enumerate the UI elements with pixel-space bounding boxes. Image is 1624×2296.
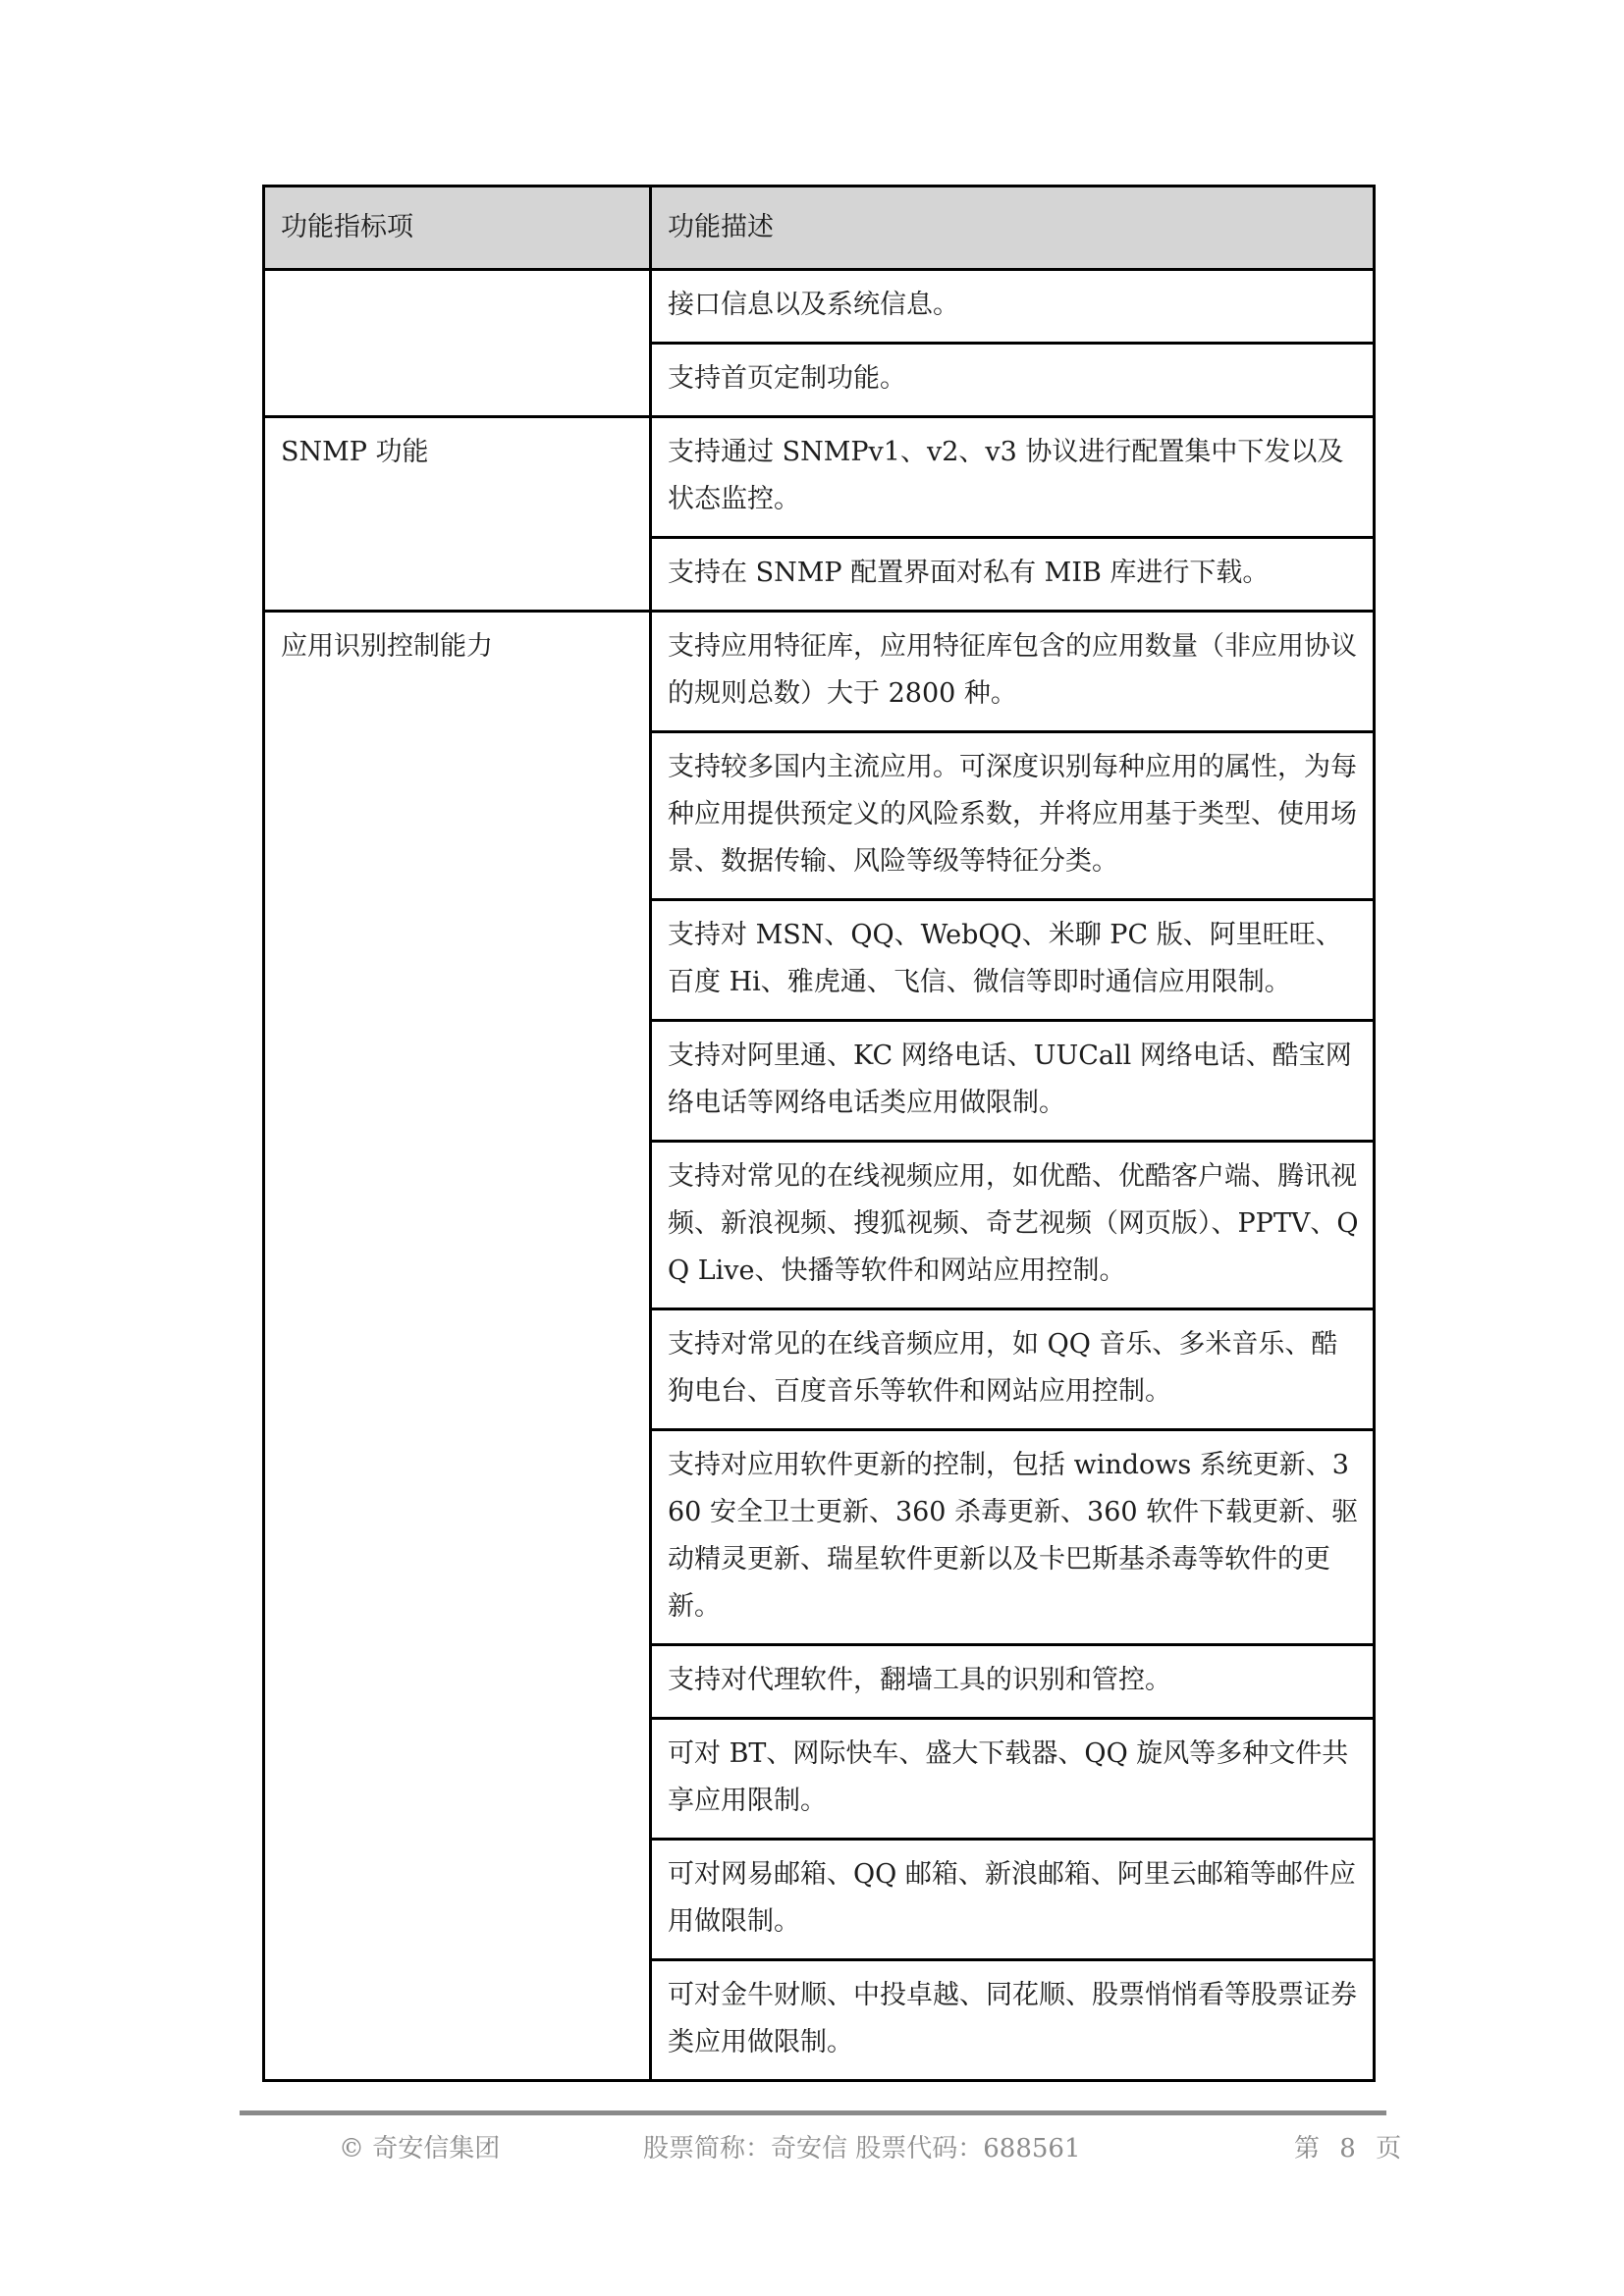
description-cell: 支持较多国内主流应用。可深度识别每种应用的属性，为每种应用提供预定义的风险系数，并将应用基于类型、使用场景、数据传输、风险等级等特征分类。 [651, 732, 1375, 900]
description-cell: 支持对阿里通、KC 网络电话、UUCall 网络电话、酷宝网络电话等网络电话类应用做限制。 [651, 1021, 1375, 1142]
description-cell: 支持对常见的在线音频应用，如 QQ 音乐、多米音乐、酷狗电台、百度音乐等软件和网站应用控制。 [651, 1309, 1375, 1430]
description-cell: 可对 BT、网际快车、盛大下载器、QQ 旋风等多种文件共享应用限制。 [651, 1719, 1375, 1840]
description-cell: 可对金牛财顺、中投卓越、同花顺、股票悄悄看等股票证券类应用做限制。 [651, 1960, 1375, 2081]
footer-stock-info: 股票简称：奇安信 股票代码：688561 [643, 2134, 1081, 2163]
description-cell: 支持对 MSN、QQ、WebQQ、米聊 PC 版、阿里旺旺、百度 Hi、雅虎通、飞信、微信等即时通信应用限制。 [651, 900, 1375, 1021]
table-header-row [264, 187, 1375, 270]
description-cell: 支持对应用软件更新的控制，包括 windows 系统更新、360 安全卫士更新、360 杀毒更新、360 软件下载更新、驱动精灵更新、瑞星软件更新以及卡巴斯基杀毒等软件的更新。 [651, 1430, 1375, 1645]
description-cell: 支持对常见的在线视频应用，如优酷、优酷客户端、腾讯视频、新浪视频、搜狐视频、奇艺视频（网页版）、PPTV、QQ Live、快播等软件和网站应用控制。 [651, 1142, 1375, 1309]
description-cell: 支持通过 SNMPv1、v2、v3 协议进行配置集中下发以及状态监控。 [651, 417, 1375, 538]
indicator-cell-snmp: SNMP 功能 [264, 417, 651, 612]
feature-spec-table [262, 185, 1376, 2082]
footer-copyright: © 奇安信集团 [339, 2134, 501, 2163]
footer-divider [240, 2110, 1386, 2115]
column-header-indicator: 功能指标项 [264, 187, 651, 270]
footer-page-number: 第 8 页 [1294, 2134, 1408, 2163]
description-cell: 支持对代理软件，翻墙工具的识别和管控。 [651, 1645, 1375, 1719]
table-row [264, 270, 1375, 344]
table-row [264, 612, 1375, 732]
indicator-cell-app-control: 应用识别控制能力 [264, 612, 651, 2081]
description-cell: 可对网易邮箱、QQ 邮箱、新浪邮箱、阿里云邮箱等邮件应用做限制。 [651, 1840, 1375, 1960]
description-cell: 支持在 SNMP 配置界面对私有 MIB 库进行下载。 [651, 538, 1375, 612]
table-row [264, 417, 1375, 538]
column-header-description: 功能描述 [651, 187, 1375, 270]
indicator-cell-continuation [264, 270, 651, 417]
description-cell: 支持首页定制功能。 [651, 344, 1375, 417]
description-cell: 接口信息以及系统信息。 [651, 270, 1375, 344]
description-cell: 支持应用特征库，应用特征库包含的应用数量（非应用协议的规则总数）大于 2800 种。 [651, 612, 1375, 732]
